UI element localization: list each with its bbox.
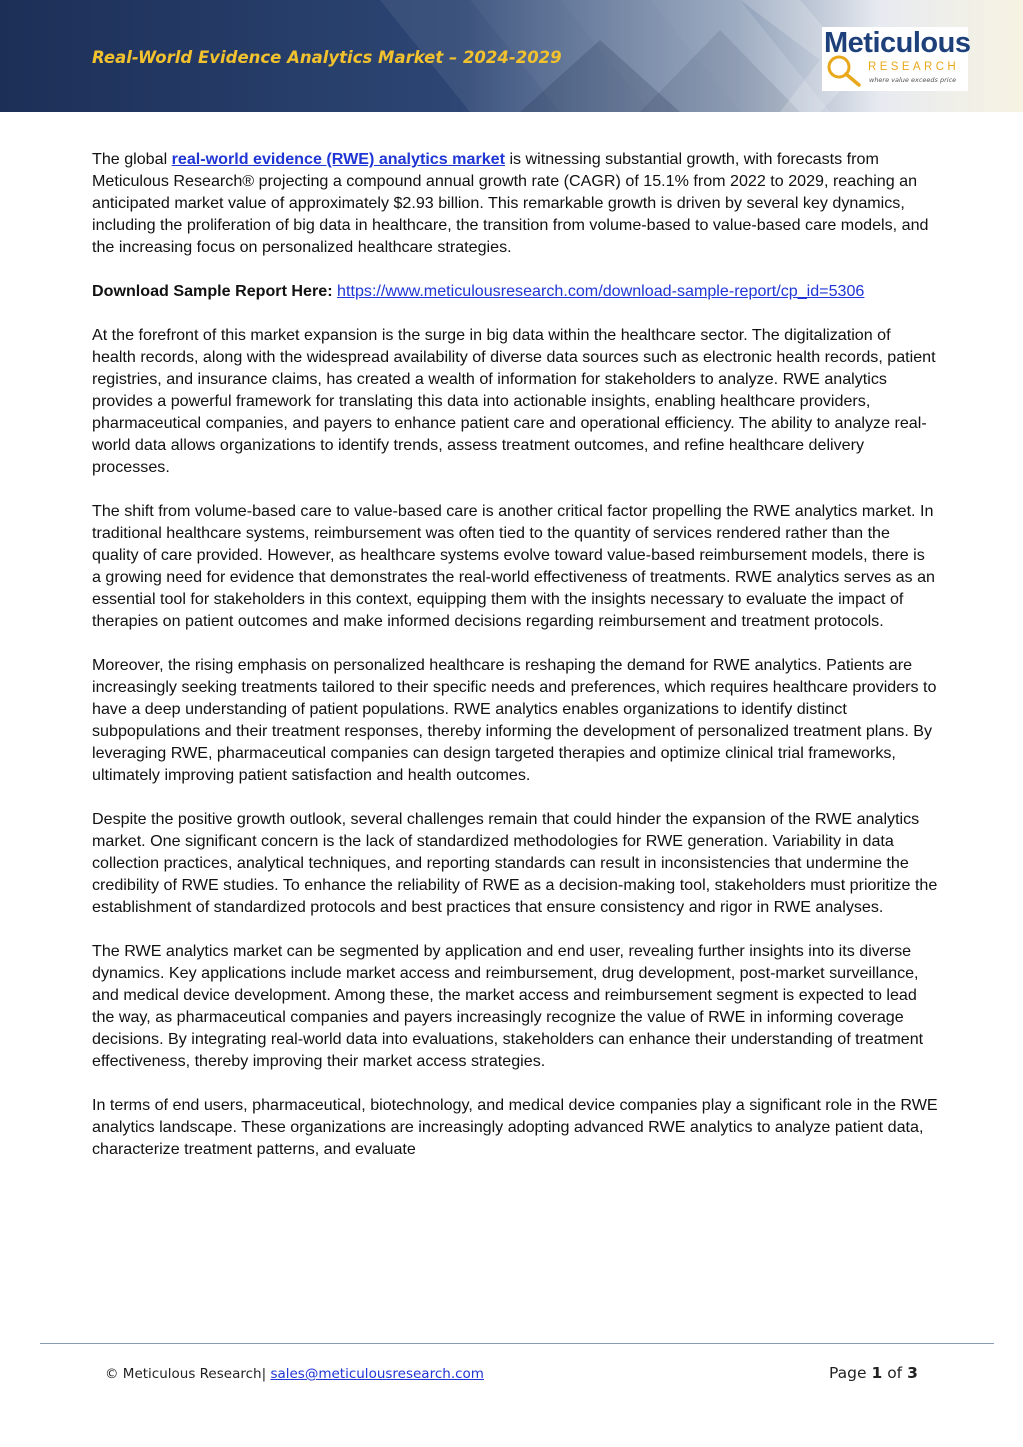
download-label: Download Sample Report Here: [92, 282, 333, 300]
meticulous-research-logo [822, 27, 971, 91]
copyright-text: © Meticulous Research| [105, 1366, 267, 1382]
page-total: 3 [907, 1364, 918, 1382]
paragraph-personalized-healthcare: Moreover, the rising emphasis on personalized healthcare is reshaping the demand for RWE analytics. Patients are increasingly seeking treatments tailored to their specific needs and preferences, which requires healthcare providers to have a deep understanding of patient populations. RWE analytics enables organizations to identify distinct subpopulations and their treatment responses, thereby informing the development of personalized treatment plans. By leveraging RWE, pharmaceutical companies can design targeted therapies and optimize clinical trial frameworks, ultimately improving patient satisfaction and health outcomes. [92, 656, 937, 784]
article-body [92, 148, 938, 1182]
page-number [829, 1364, 918, 1382]
intro-prefix: The global [92, 150, 172, 168]
paragraph-big-data: At the forefront of this market expansion is the surge in big data within the healthcare sector. The digitalization of health records, along with the widespread availability of diverse data sources such as electronic health records, patient registries, and insurance claims, has created a wealth of information for stakeholders to analyze. RWE analytics provides a powerful framework for translating this data into actionable insights, enabling healthcare providers, pharmaceutical companies, and payers to enhance patient care and operational efficiency. The ability to analyze real-world data allows organizations to identify trends, assess treatment outcomes, and refine healthcare delivery processes. [92, 326, 936, 476]
intro-suffix: is witnessing substantial growth, with forecasts from Meticulous Research® projecting a compound annual growth rate (CAGR) of 15.1% from 2022 to 2029, reaching an anticipated market value of approximately $2.93 billion. This remarkable growth is driven by several key dynamics, including the proliferation of big data in healthcare, the transition from volume-based to value-based care models, and the increasing focus on personalized healthcare strategies. [92, 150, 929, 256]
sales-email-link[interactable]: sales@meticulousresearch.com [270, 1366, 484, 1382]
page-of-word: of [887, 1364, 903, 1382]
paragraph-segmentation: The RWE analytics market can be segmented by application and end user, revealing further insights into its diverse dynamics. Key applications include market access and reimbursement, drug development, post-market surveillance, and medical device development. Among these, the market access and reimbursement segment is expected to lead the way, as pharmaceutical companies and payers increasingly recognize the value of RWE in informing coverage decisions. By integrating real-world data into evaluations, stakeholders can enhance their understanding of treatment effectiveness, thereby improving their market access strategies. [92, 942, 924, 1070]
page-word: Page [829, 1364, 867, 1382]
footer-copyright [105, 1366, 484, 1382]
page-current: 1 [871, 1364, 883, 1382]
market-report-link[interactable]: real-world evidence (RWE) analytics market [171, 150, 505, 168]
paragraph-end-users: In terms of end users, pharmaceutical, biotechnology, and medical device companies play a significant role in the RWE analytics landscape. These organizations are increasingly adopting advanced RWE analytics to analyze patient data, characterize treatment patterns, and evaluate [92, 1096, 938, 1158]
download-paragraph [92, 280, 938, 302]
intro-paragraph [92, 148, 938, 258]
header-title: Real-World Evidence Analytics Market – 2024-2029 [92, 48, 562, 67]
header-banner [0, 0, 1023, 112]
footer-divider [40, 1343, 994, 1344]
logo-subtitle: RESEARCH [868, 61, 960, 73]
magnifier-icon [825, 55, 865, 87]
paragraph-value-based-care: The shift from volume-based care to value-based care is another critical factor propelling the RWE analytics market. In traditional healthcare systems, reimbursement was often tied to the quantity of services rendered rather than the quality of care provided. However, as healthcare systems evolve toward value-based reimbursement models, there is a growing need for evidence that demonstrates the real-world effectiveness of treatments. RWE analytics serves as an essential tool for stakeholders in this context, equipping them with the insights necessary to evaluate the impact of therapies on patient outcomes and make informed decisions regarding reimbursement and treatment protocols. [92, 502, 935, 630]
paragraph-challenges: Despite the positive growth outlook, several challenges remain that could hinder the expansion of the RWE analytics market. One significant concern is the lack of standardized methodologies for RWE generation. Variability in data collection practices, analytical techniques, and reporting standards can result in inconsistencies that undermine the credibility of RWE studies. To enhance the reliability of RWE as a decision-making tool, stakeholders must prioritize the establishment of standardized protocols and best practices that ensure consistency and rigor in RWE analyses. [92, 810, 938, 916]
download-sample-link[interactable]: https://www.meticulousresearch.com/download-sample-report/cp_id=5306 [337, 282, 865, 300]
logo-tagline: where value exceeds price [869, 76, 957, 84]
logo-wordmark: Meticulous [824, 27, 971, 59]
